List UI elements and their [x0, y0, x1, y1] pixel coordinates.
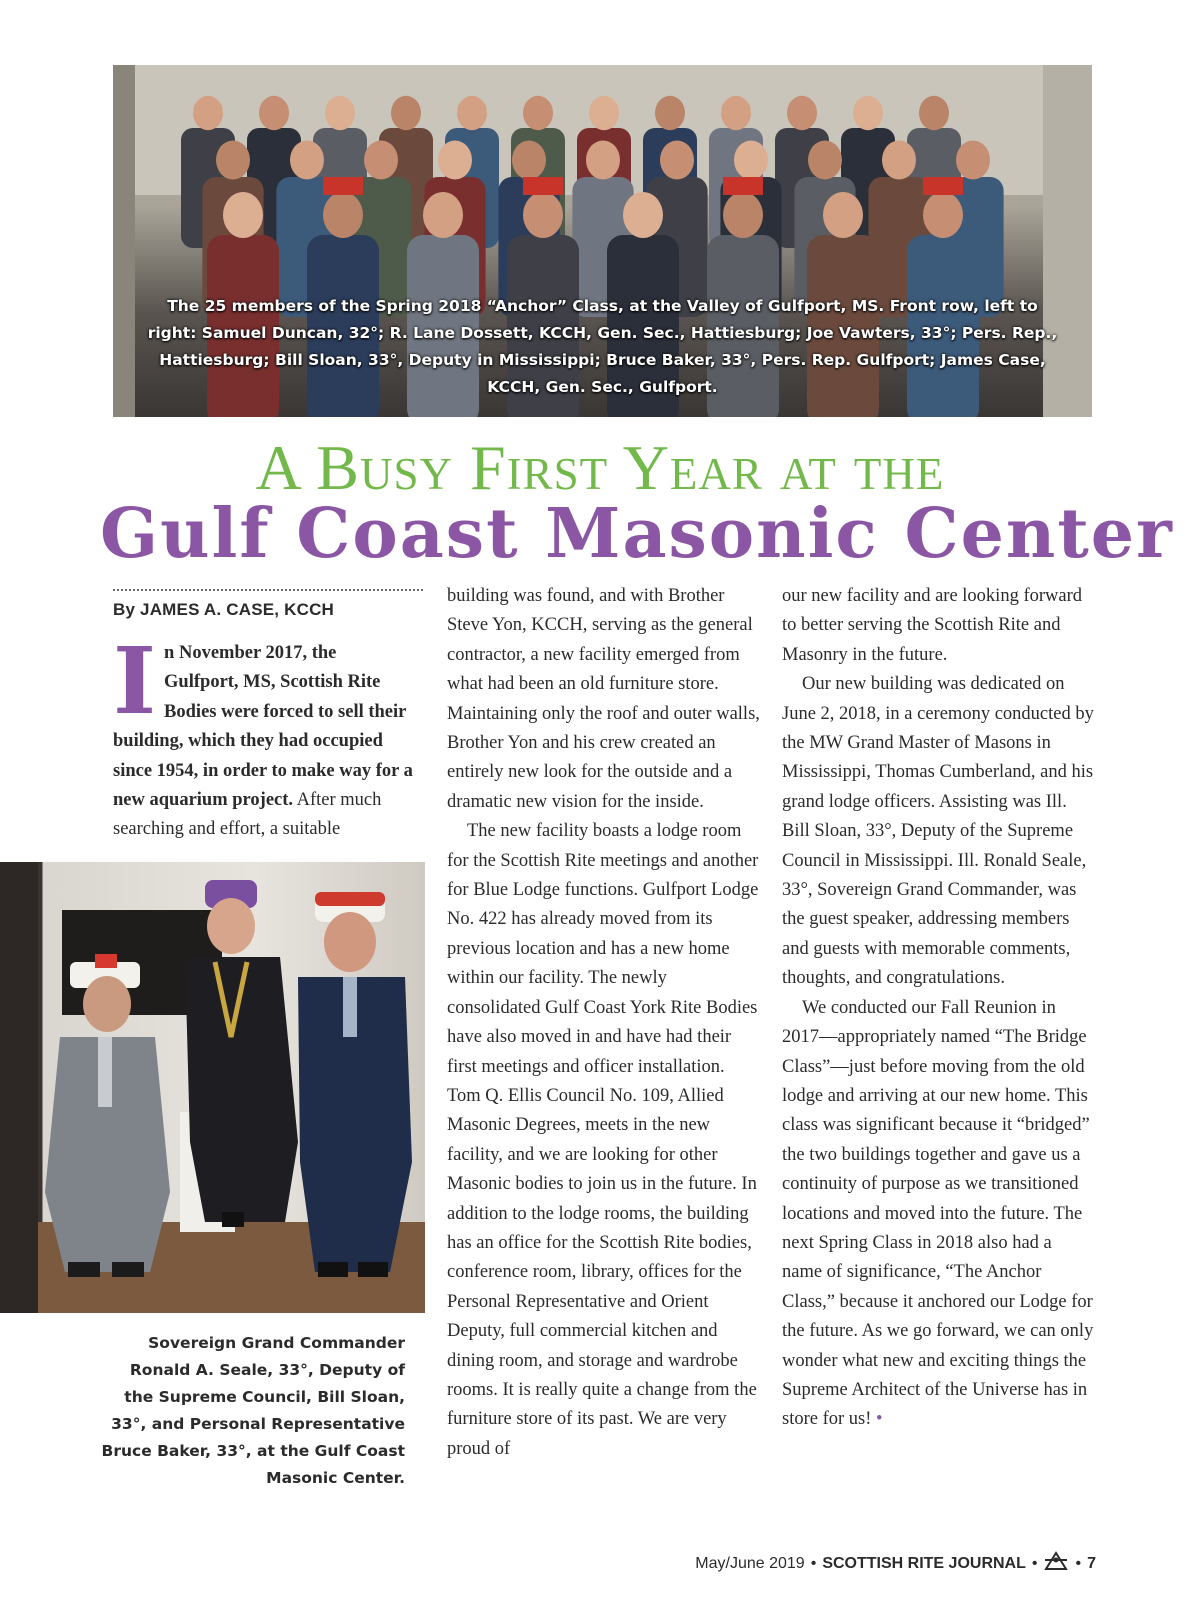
byline: By JAMES A. CASE, KCCH [113, 600, 335, 619]
person-head [823, 192, 863, 238]
leaders-photo [0, 862, 425, 1313]
person-head [853, 96, 883, 131]
person-head [655, 96, 685, 131]
person-head [457, 96, 487, 131]
cap-shape [523, 177, 563, 195]
person-head [364, 140, 398, 179]
person-head [512, 140, 546, 179]
footer-separator: • [1031, 1554, 1038, 1572]
page-number: 7 [1087, 1554, 1096, 1572]
person-head [723, 192, 763, 238]
person-head [323, 192, 363, 238]
person-head [216, 140, 250, 179]
leaders-photo-caption: Sovereign Grand Commander Ronald A. Seale, 33°, Deputy of the Supreme Council, Bill Sloan, 33°, and Personal Representative Bruce Baker, 33°, at the Gulf Coast Masonic Center. [101, 1334, 405, 1487]
article-lead: n November 2017, the Gulfport, MS, Scottish Rite Bodies were forced to sell their building, which they had occupied since 1954, in order to make way for a new aquarium project. [113, 643, 413, 811]
footer-separator: • [810, 1554, 817, 1572]
article-paragraph: our new facility and are looking forward to better serving the Scottish Rite and Masonry in the future. [782, 586, 1083, 665]
article-paragraph: Our new building was dedicated on June 2, 2018, in a ceremony conducted by the MW Grand Master of Masons in Mississippi, Thomas Cumberland, and his grand lodge officers. Assisting was Ill. Bill Sloan, 33°, Deputy of the Supreme Council in Mississippi. Ill. Ronald Seale, 33°, Sovereign Grand Commander, was the guest speaker, addressing members and guests with memorable comments, thoughts, and congratulations. [782, 674, 1094, 989]
headline-line-1: A Busy First Year at the [255, 432, 945, 503]
cap-shape [923, 177, 963, 195]
person-head [808, 140, 842, 179]
group-photo-caption: The 25 members of the Spring 2018 “Anchor” Class, at the Valley of Gulfport, MS. Front row, left to right: Samuel Duncan, 32°; R. Lane Dossett, KCCH, Gen. Sec., Hattiesburg; Joe Vawters, 33°; Pers. Rep., Hattiesburg; Bill Sloan, 33°, Deputy in Mississippi; Bruce Baker, 33°, Pers. Rep. Gulfport; James Case, KCCH, Gen. Sec., Gulfport. [147, 297, 1058, 396]
person-head [919, 96, 949, 131]
cap-shape [723, 177, 763, 195]
double-headed-eagle-icon [1043, 1551, 1069, 1576]
headline-line-2: Gulf Coast Masonic Center [100, 494, 1174, 574]
article-column-3 [782, 582, 1096, 1435]
issue-date: May/June 2019 [695, 1554, 805, 1572]
person-head [660, 140, 694, 179]
person-head [923, 192, 963, 238]
person-head [223, 192, 263, 238]
person-head [259, 96, 289, 131]
article-lead-continuation: After much searching and effort, a suitable [113, 790, 382, 840]
leaders-photo-illustration [0, 862, 425, 1313]
drop-cap: I [113, 627, 157, 735]
cap-shape [323, 177, 363, 195]
article-paragraph [782, 994, 1096, 1435]
person-head [734, 140, 768, 179]
person-head [956, 140, 990, 179]
person-head [721, 96, 751, 131]
person-head [623, 192, 663, 238]
footer-separator: • [1075, 1554, 1082, 1572]
group-photo [113, 65, 1092, 417]
article-paragraph: The new facility boasts a lodge room for the Scottish Rite meetings and another for Blue Lodge functions. Gulfport Lodge No. 422 has already moved from its previous location and has a new home within our facility. The newly consolidated Gulf Coast York Rite Bodies have also moved in and have had their first meetings and officer installation. Tom Q. Ellis Council No. 109, Allied Masonic Degrees, meets in the new facility, and we are looking for other Masonic bodies to join us in the future. In addition to the lodge rooms, the building has an office for the Scottish Rite bodies, conference room, library, offices for the Personal Representative and Orient Deputy, full commercial kitchen and dining room, and storage and wardrobe rooms. It is really quite a change from the furniture store of its past. We are very proud of [447, 821, 759, 1459]
person-head [290, 140, 324, 179]
article-closing-text: We conducted our Fall Reunion in 2017—appropriately named “The Bridge Class”—just before moving from the old lodge and arriving at our new home. This class was significant because it “bridged” the two buildings together and gave us a continuity of purpose as we transitioned locations and moved into the future. The next Spring Class in 2018 also had a name of significance, “The Anchor Class,” because it anchored our Lodge for the future. As we go forward, we can only wonder what new and exciting things the Supreme Architect of the Universe has in store for us! [782, 997, 1094, 1430]
person-head [586, 140, 620, 179]
page-footer [695, 1551, 1096, 1576]
end-mark: • [876, 1409, 883, 1430]
person-head [391, 96, 421, 131]
article-column-2 [447, 582, 761, 1464]
article-column-1 [113, 627, 413, 845]
person-head [523, 192, 563, 238]
person-head [438, 140, 472, 179]
person-head [193, 96, 223, 131]
article-paragraph: building was found, and with Brother Steve Yon, KCCH, serving as the general contractor, a new facility emerged from what had been an old furniture store. Maintaining only the roof and outer walls, Brother Yon and his crew created an entirely new look for the outside and a dramatic new vision for the inside. [447, 586, 760, 812]
person-head [882, 140, 916, 179]
person-head [325, 96, 355, 131]
byline-divider [113, 589, 423, 591]
person-head [787, 96, 817, 131]
person-head [589, 96, 619, 131]
person-head [523, 96, 553, 131]
person-head [423, 192, 463, 238]
journal-name: SCOTTISH RITE JOURNAL [822, 1554, 1026, 1572]
